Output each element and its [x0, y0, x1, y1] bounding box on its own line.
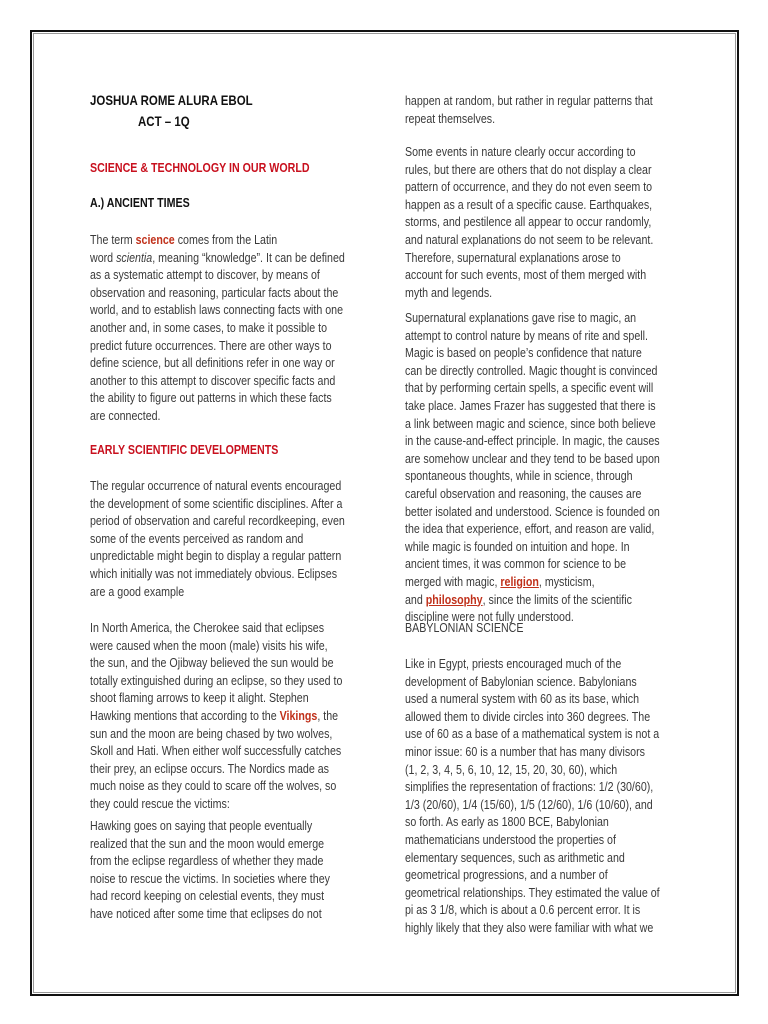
- text-line: [405, 266, 653, 284]
- text-segment: observation and reasoning, particular facts about the: [90, 284, 339, 300]
- text-segment: period of observation and careful recordkeeping, even: [90, 513, 345, 529]
- text-line: [90, 795, 342, 813]
- text-segment: some of the events perceived as random and: [90, 530, 304, 546]
- text-line: [405, 231, 653, 249]
- heading-babylonian-science: BABYLONIAN SCIENCE: [405, 620, 524, 635]
- text-segment: while magic is founded on intuition and hope. In: [405, 538, 630, 554]
- text-segment: storms, and pestilence all appear to occur randomly,: [405, 214, 652, 230]
- text-segment: shoot flaming arrows to keep it alight. Stephen: [90, 690, 309, 706]
- text-line: [90, 637, 342, 655]
- text-line: [405, 655, 660, 673]
- text-segment: myth and legends.: [405, 284, 493, 300]
- text-segment: The term: [90, 232, 136, 247]
- text-line: [405, 778, 660, 796]
- text-segment: are somehow unclear and they tend to be based upon: [405, 450, 660, 466]
- text-line: [405, 673, 660, 691]
- text-segment: geometrical progressions, and a number of: [405, 867, 608, 883]
- text-segment: , since the limits of the scientific: [482, 591, 632, 607]
- text-segment: totally extinguished during an eclipse, so they used to: [90, 672, 343, 688]
- text-segment: sun and the moon are being chased by two wolves,: [90, 725, 333, 741]
- text-segment: Hawking goes on saying that people eventually: [90, 818, 313, 833]
- text-line: [405, 397, 660, 415]
- text-line: [405, 555, 660, 573]
- text-segment: much noise as they could to scare off the wolves, so: [90, 778, 337, 794]
- text-segment: Therefore, supernatural explanations arose to: [405, 249, 621, 265]
- text-line: [90, 817, 330, 835]
- text-line: [405, 415, 660, 433]
- text-segment: from the eclipse regardless of whether they made: [90, 853, 324, 869]
- text-segment: can be directly controlled. Magic thought is convinced: [405, 362, 658, 378]
- text-segment: Like in Egypt, priests encouraged much of the: [405, 656, 622, 671]
- text-line: [405, 92, 653, 110]
- paragraph: [405, 655, 660, 937]
- text-line: [90, 905, 330, 923]
- text-line: [405, 796, 660, 814]
- text-line: [90, 301, 345, 319]
- text-segment: geometrical relationships. They estimated the value of: [405, 884, 660, 900]
- text-line: [90, 887, 330, 905]
- text-segment: have noticed after some time that eclipses do not: [90, 905, 322, 921]
- text-line: [405, 573, 660, 591]
- text-segment: , meaning “knowledge”. It can be defined: [152, 249, 345, 265]
- text-segment: comes from the Latin: [174, 232, 278, 247]
- text-line: [90, 530, 345, 548]
- text-line: [90, 654, 342, 672]
- text-segment: their prey, an eclipse occurs. The Nordics made as: [90, 760, 329, 776]
- text-line: [405, 831, 660, 849]
- text-line: [405, 432, 660, 450]
- text-segment: pattern of occurrence, and they do not even seem to: [405, 179, 653, 195]
- text-line: [90, 619, 342, 637]
- text-segment: attempt to control nature by means of rite and spell.: [405, 327, 648, 343]
- text-line: [405, 743, 660, 761]
- text-line: [405, 520, 660, 538]
- text-segment: another and, in some cases, to make it possible to: [90, 319, 328, 335]
- text-segment: , the: [317, 707, 339, 723]
- text-line: [90, 337, 345, 355]
- text-line: [90, 266, 345, 284]
- text-line: [90, 284, 345, 302]
- heading-early-scientific-developments: EARLY SCIENTIFIC DEVELOPMENTS: [90, 442, 279, 457]
- text-segment: scientia: [116, 249, 153, 265]
- text-segment: are a good example: [90, 583, 185, 599]
- text-line: [90, 389, 345, 407]
- text-line: [405, 503, 660, 521]
- paragraph: [405, 92, 653, 127]
- text-segment: as a systematic attempt to discover, by means of: [90, 267, 320, 283]
- text-segment: predict future occurrences. There are other ways to: [90, 337, 332, 353]
- text-segment: 1/3 (20/60), 1/4 (15/60), 1/5 (12/60), 1/6 (10/60), and: [405, 796, 653, 812]
- text-segment: allowed them to divide circles into 360 degrees. The: [405, 708, 651, 724]
- keyword-vikings: Vikings: [279, 707, 318, 723]
- text-segment: and: [405, 591, 426, 607]
- text-segment: (1, 2, 3, 4, 5, 6, 10, 12, 15, 20, 30, 60), which: [405, 761, 618, 777]
- text-line: [90, 319, 345, 337]
- text-line: [405, 379, 660, 397]
- text-segment: had record keeping on celestial events, they must: [90, 888, 325, 904]
- text-line: [405, 362, 660, 380]
- text-segment: another to this attempt to discover specific facts and: [90, 372, 336, 388]
- text-line: [90, 760, 342, 778]
- text-line: [405, 467, 660, 485]
- text-line: [90, 231, 345, 249]
- text-segment: so forth. As early as 1800 BCE, Babylonian: [405, 814, 609, 830]
- document-title: SCIENCE & TECHNOLOGY IN OUR WORLD: [90, 160, 310, 175]
- text-segment: discipline were not fully understood.: [405, 609, 574, 625]
- text-segment: take place. James Frazer has suggested that there is: [405, 397, 656, 413]
- text-line: [90, 547, 345, 565]
- text-line: [405, 161, 653, 179]
- text-segment: define science, but all definitions refer in one way or: [90, 355, 335, 371]
- text-line: [405, 327, 660, 345]
- text-line: [405, 901, 660, 919]
- paragraph: [90, 231, 345, 425]
- paragraph: [90, 477, 345, 600]
- text-segment: minor issue: 60 is a number that has many divisors: [405, 743, 645, 759]
- paragraph: [90, 619, 342, 813]
- text-line: [405, 849, 660, 867]
- text-line: [90, 565, 345, 583]
- text-line: [405, 485, 660, 503]
- paragraph: [405, 309, 660, 626]
- text-segment: in the cause-and-effect principle. In magic, the causes: [405, 433, 660, 449]
- text-line: [405, 143, 653, 161]
- text-segment: noise to rescue the victims. In societies where they: [90, 870, 330, 886]
- text-line: [405, 309, 660, 327]
- text-segment: account for such events, most of them merged with: [405, 267, 647, 283]
- text-line: [405, 196, 653, 214]
- text-segment: which initially was not immediately obvious. Eclipses: [90, 565, 338, 581]
- text-segment: spontaneous thoughts, while in science, through: [405, 468, 633, 484]
- text-line: [405, 538, 660, 556]
- text-segment: pi as 3 1/8, which is about a 0.6 percent error. It is: [405, 902, 641, 918]
- text-segment: the ability to figure out patterns in which these facts: [90, 390, 332, 406]
- text-line: [405, 249, 653, 267]
- text-segment: highly likely that they also were familiar with what we: [405, 919, 654, 935]
- text-line: [90, 852, 330, 870]
- text-line: [405, 813, 660, 831]
- text-segment: ancient times, it was common for science to be: [405, 556, 627, 572]
- text-segment: they could rescue the victims:: [90, 795, 230, 811]
- text-line: [405, 919, 660, 937]
- text-line: [405, 450, 660, 468]
- text-segment: the sun, and the Ojibway believed the sun would be: [90, 655, 334, 671]
- author-name: JOSHUA ROME ALURA EBOL: [90, 92, 253, 108]
- text-segment: that by performing certain spells, a specific event will: [405, 380, 654, 396]
- text-line: [90, 835, 330, 853]
- text-segment: use of 60 as a base of a mathematical system is not a: [405, 726, 660, 742]
- paragraph: [90, 817, 330, 923]
- text-line: [405, 110, 653, 128]
- text-segment: Skoll and Hati. When either wolf successfully catches: [90, 743, 342, 759]
- text-line: [405, 866, 660, 884]
- text-line: [90, 689, 342, 707]
- text-line: [405, 591, 660, 609]
- text-segment: the development of some scientific disciplines. After a: [90, 495, 343, 511]
- text-line: [405, 608, 660, 626]
- text-line: [90, 249, 345, 267]
- text-segment: , mysticism,: [538, 573, 595, 589]
- text-line: [90, 725, 342, 743]
- text-line: [90, 672, 342, 690]
- text-segment: elementary sequences, such as arithmetic and: [405, 849, 625, 865]
- text-line: [405, 761, 660, 779]
- text-segment: simplifies the representation of fractions: 1/2 (30/60),: [405, 779, 654, 795]
- text-line: [90, 407, 345, 425]
- text-segment: Supernatural explanations gave rise to magic, an: [405, 310, 637, 325]
- text-line: [90, 583, 345, 601]
- text-segment: are connected.: [90, 407, 161, 423]
- text-line: [90, 777, 342, 795]
- text-segment: were caused when the moon (male) visits his wife,: [90, 637, 328, 653]
- text-segment: and natural explanations do not seem to be relevant.: [405, 231, 654, 247]
- text-line: [405, 178, 653, 196]
- text-segment: development of Babylonian science. Babylonians: [405, 673, 637, 689]
- text-line: [405, 725, 660, 743]
- text-line: [90, 707, 342, 725]
- text-segment: realized that the sun and the moon would emerge: [90, 835, 325, 851]
- text-segment: happen at random, but rather in regular patterns that: [405, 93, 653, 108]
- section-code: ACT – 1Q: [138, 113, 190, 129]
- text-segment: better isolated and understood. Science is founded on: [405, 503, 660, 519]
- subtitle-ancient-times: A.) ANCIENT TIMES: [90, 195, 190, 210]
- text-segment: repeat themselves.: [405, 110, 496, 126]
- text-line: [405, 708, 660, 726]
- keyword-science: science: [135, 232, 175, 247]
- text-segment: careful observation and reasoning, the causes are: [405, 485, 642, 501]
- text-line: [90, 477, 345, 495]
- text-segment: Magic is based on people’s confidence that nature: [405, 345, 642, 361]
- text-line: [405, 284, 653, 302]
- text-line: [405, 344, 660, 362]
- text-segment: Some events in nature clearly occur according to: [405, 144, 636, 159]
- text-segment: the idea that experience, effort, and reason are valid,: [405, 521, 655, 537]
- text-segment: Hawking mentions that according to the: [90, 707, 280, 723]
- text-segment: used a numeral system with 60 as its base, which: [405, 691, 640, 707]
- link-religion[interactable]: religion: [500, 573, 539, 589]
- text-segment: world, and to establish laws connecting facts with one: [90, 302, 344, 318]
- text-segment: merged with magic,: [405, 573, 501, 589]
- text-segment: mathematicians understood the properties of: [405, 831, 616, 847]
- text-line: [90, 354, 345, 372]
- text-line: [405, 690, 660, 708]
- text-line: [90, 372, 345, 390]
- text-segment: word: [90, 249, 117, 265]
- link-philosophy[interactable]: philosophy: [425, 591, 483, 607]
- text-line: [90, 870, 330, 888]
- text-segment: In North America, the Cherokee said that eclipses: [90, 620, 325, 635]
- text-segment: a link between magic and science, since both believe: [405, 415, 656, 431]
- text-line: [90, 512, 345, 530]
- text-segment: The regular occurrence of natural events encouraged: [90, 478, 342, 493]
- text-line: [405, 213, 653, 231]
- text-line: [90, 495, 345, 513]
- text-segment: unpredictable might begin to display a regular pattern: [90, 548, 342, 564]
- text-segment: happen as a result of a specific cause. Earthquakes,: [405, 196, 653, 212]
- paragraph: [405, 143, 653, 301]
- text-line: [405, 884, 660, 902]
- text-segment: rules, but there are others that do not display a clear: [405, 161, 652, 177]
- text-line: [90, 742, 342, 760]
